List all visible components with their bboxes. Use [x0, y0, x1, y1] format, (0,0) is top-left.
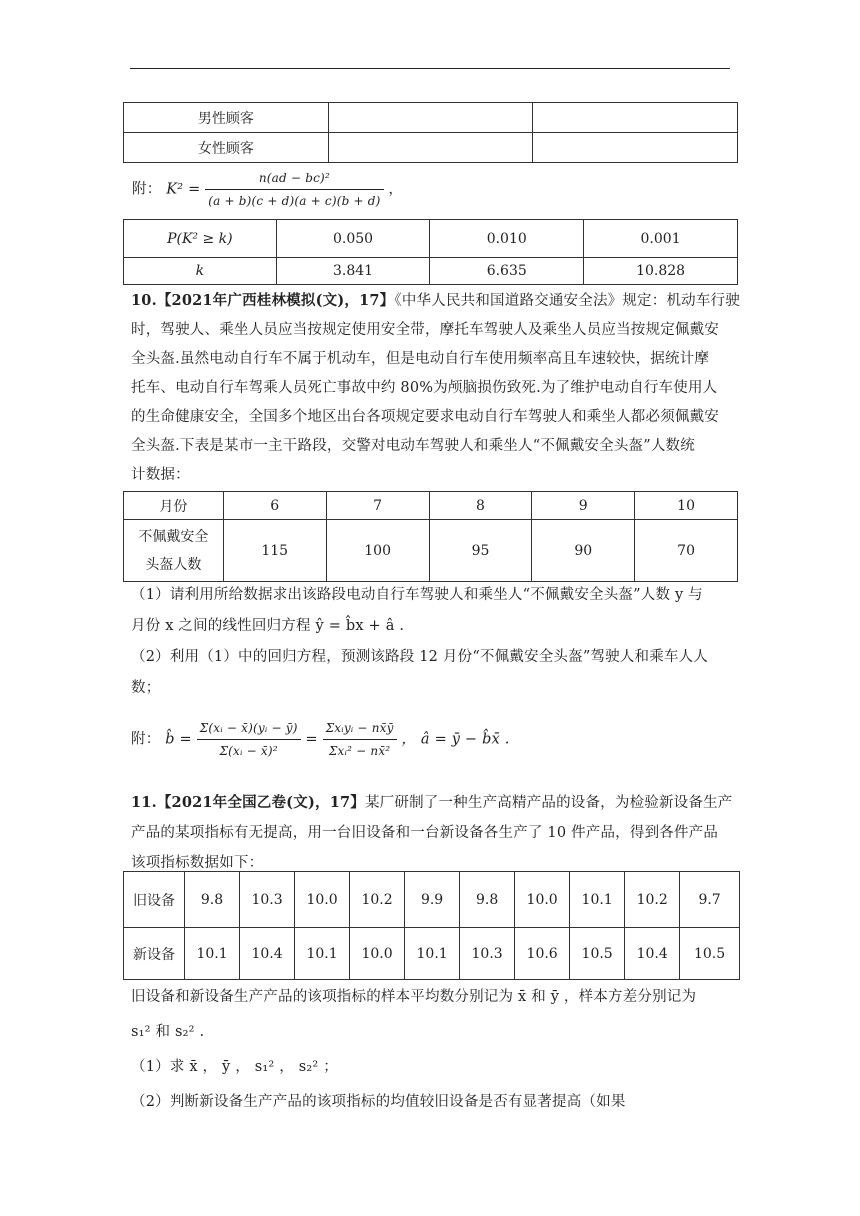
k2-denominator: (a + b)(c + d)(a + c)(b + d) — [208, 194, 381, 208]
new-cell: 10.4 — [240, 928, 295, 980]
k2-formula — [132, 168, 403, 211]
b-hat-fraction-1 — [197, 718, 301, 761]
q10-line: 《中华人民共和国道路交通安全法》规定：机动车行驶 — [394, 293, 740, 309]
k-value: 3.841 — [276, 258, 430, 285]
q10-sub1-line: （1）请利用所给数据求出该路段电动自行车驾驶人和乘坐人“不佩戴安全头盔”人数 y 与 — [131, 587, 703, 603]
count-label-line: 头盔人数 — [145, 556, 202, 573]
p-value: 0.050 — [276, 220, 430, 258]
k-value: 6.635 — [430, 258, 584, 285]
month-cell: 10 — [635, 492, 738, 520]
a-hat-formula: ， â = ȳ − b̂x̄ . — [401, 731, 510, 748]
cell — [328, 133, 533, 163]
q11-line: 某厂研制了一种生产高精产品的设备，为检验新设备生产 — [364, 795, 733, 811]
regression-formula: 附： b̂ = $\frac{\text{Σ(xᵢ − x̄)(yᵢ − ȳ)}}{\text{Σ(xᵢ − x̄)²}}$ = $\frac{\text{Σxᵢyᵢ − nx̄ȳ}}{\text{Σxᵢ² − nx̄²}}$ ， â = ȳ − b̂x̄ . — [131, 718, 510, 761]
k2-numerator: n(ad − bc)² — [205, 168, 383, 190]
q11-after-line: 旧设备和新设备生产产品的该项指标的样本平均数分别记为 x̄ 和 ȳ ，样本方差分别记为 — [131, 989, 697, 1005]
count-label — [124, 520, 224, 582]
q10-line: 全头盔.下表是某市一主干路段，交警对电动车驾驶人和乘坐人“不佩戴安全头盔”人数统 — [131, 438, 695, 454]
q10-paragraph — [131, 286, 741, 490]
b-hat-lhs: b̂ = — [165, 731, 192, 748]
q11-paragraph — [131, 788, 741, 878]
customer-table — [123, 102, 738, 163]
k-value: 10.828 — [584, 258, 738, 285]
fraction-numerator: Σ(xᵢ − x̄)(yᵢ − ȳ) — [197, 718, 301, 740]
month-cell: 9 — [532, 492, 635, 520]
row-label-male: 男性顾客 — [124, 103, 329, 133]
count-cell: 70 — [635, 520, 738, 582]
old-cell: 10.0 — [515, 872, 570, 928]
formula-prefix: 附： — [132, 181, 162, 198]
q11-after-line: s₁² 和 s₂² . — [131, 1024, 205, 1040]
k-label: k — [124, 258, 277, 285]
old-cell: 9.7 — [680, 872, 740, 928]
formula-suffix: ， — [388, 181, 404, 198]
count-cell: 115 — [223, 520, 326, 582]
cell — [533, 103, 738, 133]
month-label: 月份 — [124, 492, 224, 520]
q10-line: 全头盔.虽然电动自行车不属于机动车，但是电动自行车使用频率高且车速较快，据统计摩 — [131, 351, 710, 367]
old-cell: 9.8 — [460, 872, 515, 928]
q11-sub2: （2）判断新设备生产产品的该项指标的均值较旧设备是否有显著提高（如果 — [131, 1094, 626, 1110]
old-cell: 10.1 — [570, 872, 625, 928]
new-cell: 10.0 — [350, 928, 405, 980]
q11-line: 该项指标数据如下： — [131, 855, 264, 871]
q11-line: 产品的某项指标有无提高，用一台旧设备和一台新设备各生产了 10 件产品，得到各件产品 — [131, 825, 719, 841]
count-cell: 95 — [429, 520, 532, 582]
q10-sub2-line: （2）利用（1）中的回归方程，预测该路段 12 月份“不佩戴安全头盔”驾驶人和乘车人人 — [131, 649, 709, 665]
formula-prefix: 附： — [131, 731, 161, 748]
q10-line: 的生命健康安全，全国多个地区出台各项规定要求电动自行车驾驶人和乘坐人都必须佩戴安 — [131, 409, 719, 425]
old-cell: 10.2 — [625, 872, 680, 928]
helmet-table — [123, 491, 738, 582]
cell — [533, 133, 738, 163]
fraction-denominator: Σxᵢ² − nx̄² — [328, 744, 391, 758]
new-cell: 10.5 — [680, 928, 740, 980]
new-cell: 10.1 — [295, 928, 350, 980]
q10-title: 10.【2021年广西桂林模拟(文)，17】 — [131, 292, 395, 309]
p-value: 0.010 — [430, 220, 584, 258]
header-rule — [130, 68, 730, 69]
q11-continued — [131, 980, 741, 1120]
old-cell: 9.9 — [405, 872, 460, 928]
p-value: 0.001 — [584, 220, 738, 258]
q10-subquestions — [131, 580, 741, 704]
month-cell: 8 — [429, 492, 532, 520]
cell — [328, 103, 533, 133]
old-cell: 10.3 — [240, 872, 295, 928]
old-cell: 10.2 — [350, 872, 405, 928]
month-cell: 6 — [223, 492, 326, 520]
formula-lhs: K² = — [166, 181, 201, 198]
new-cell: 10.1 — [405, 928, 460, 980]
count-cell: 90 — [532, 520, 635, 582]
count-label-line: 不佩戴安全 — [138, 528, 209, 545]
q11-title: 11.【2021年全国乙卷(文)，17】 — [131, 794, 365, 811]
q11-sub1: （1）求 x̄ ， ȳ ， s₁² ， s₂² ； — [131, 1059, 338, 1075]
q10-line: 计数据： — [131, 467, 190, 483]
new-cell: 10.4 — [625, 928, 680, 980]
k2-fraction — [205, 168, 383, 211]
new-cell: 10.1 — [185, 928, 240, 980]
new-cell: 10.6 — [515, 928, 570, 980]
new-cell: 10.3 — [460, 928, 515, 980]
new-cell: 10.5 — [570, 928, 625, 980]
row-label-female: 女性顾客 — [124, 133, 329, 163]
old-label: 旧设备 — [124, 872, 185, 928]
b-hat-fraction-2 — [323, 718, 397, 761]
fraction-numerator: Σxᵢyᵢ − nx̄ȳ — [323, 718, 397, 740]
critical-value-table — [123, 219, 738, 285]
month-cell: 7 — [326, 492, 429, 520]
q10-sub1-line: 月份 x 之间的线性回归方程 ŷ = b̂x + â . — [131, 618, 405, 634]
q10-sub2-line: 数； — [131, 680, 161, 696]
q10-line: 时，驾驶人、乘坐人员应当按规定使用安全带，摩托车驾驶人及乘坐人员应当按规定佩戴安 — [131, 322, 719, 338]
q10-line: 托车、电动自行车驾乘人员死亡事故中约 80%为颅脑损伤致死.为了维护电动自行车使用人 — [131, 380, 718, 396]
count-cell: 100 — [326, 520, 429, 582]
equipment-table — [123, 871, 740, 980]
old-cell: 9.8 — [185, 872, 240, 928]
p-header: P(K² ≥ k) — [124, 220, 277, 258]
new-label: 新设备 — [124, 928, 185, 980]
old-cell: 10.0 — [295, 872, 350, 928]
fraction-denominator: Σ(xᵢ − x̄)² — [219, 744, 278, 758]
